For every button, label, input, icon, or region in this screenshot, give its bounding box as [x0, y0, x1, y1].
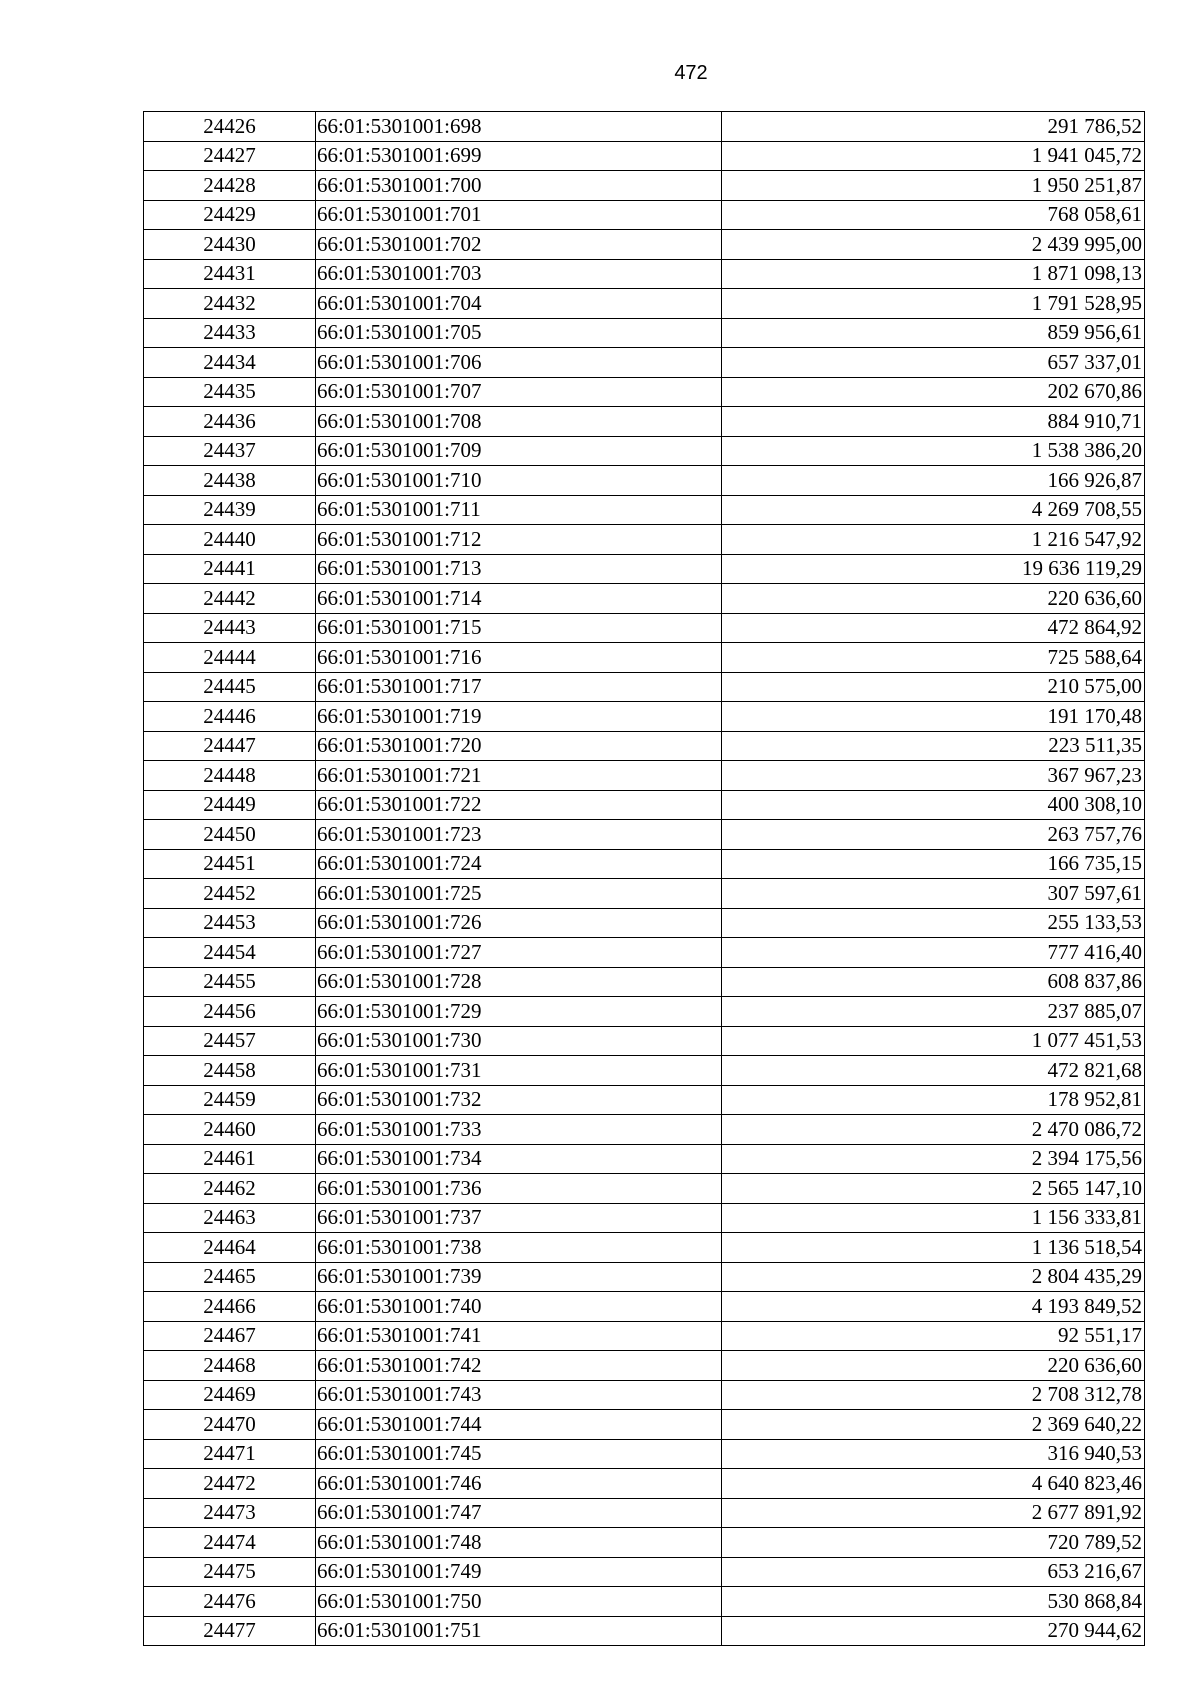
- cadastral-number-cell: 66:01:5301001:711: [316, 495, 722, 525]
- cadastral-number-cell: 66:01:5301001:726: [316, 908, 722, 938]
- table-row: [144, 643, 1145, 673]
- cadastral-value-cell: 4 193 849,52: [722, 1292, 1145, 1322]
- row-number-cell: 24475: [144, 1557, 316, 1587]
- table-row: [144, 967, 1145, 997]
- row-number-cell: 24453: [144, 908, 316, 938]
- table-row: [144, 377, 1145, 407]
- table-row: [144, 1380, 1145, 1410]
- table-row: [144, 997, 1145, 1027]
- cadastral-value-cell: 530 868,84: [722, 1587, 1145, 1617]
- cadastral-number-cell: 66:01:5301001:730: [316, 1026, 722, 1056]
- table-row: [144, 436, 1145, 466]
- table-row: [144, 259, 1145, 289]
- cadastral-value-cell: 777 416,40: [722, 938, 1145, 968]
- row-number-cell: 24446: [144, 702, 316, 732]
- table-row: [144, 1056, 1145, 1086]
- cadastral-value-cell: 1 871 098,13: [722, 259, 1145, 289]
- table-row: [144, 141, 1145, 171]
- row-number-cell: 24457: [144, 1026, 316, 1056]
- cadastral-value-cell: 19 636 119,29: [722, 554, 1145, 584]
- cadastral-number-cell: 66:01:5301001:721: [316, 761, 722, 791]
- row-number-cell: 24430: [144, 230, 316, 260]
- cadastral-number-cell: 66:01:5301001:704: [316, 289, 722, 319]
- cadastral-value-cell: 720 789,52: [722, 1528, 1145, 1558]
- cadastral-value-cell: 255 133,53: [722, 908, 1145, 938]
- table-row: [144, 731, 1145, 761]
- cadastral-number-cell: 66:01:5301001:701: [316, 200, 722, 230]
- cadastral-number-cell: 66:01:5301001:751: [316, 1616, 722, 1646]
- cadastral-value-cell: 237 885,07: [722, 997, 1145, 1027]
- row-number-cell: 24437: [144, 436, 316, 466]
- table-row: [144, 584, 1145, 614]
- table-row: [144, 879, 1145, 909]
- cadastral-value-cell: 1 950 251,87: [722, 171, 1145, 201]
- row-number-cell: 24461: [144, 1144, 316, 1174]
- cadastral-value-cell: 2 804 435,29: [722, 1262, 1145, 1292]
- table-row: [144, 466, 1145, 496]
- row-number-cell: 24465: [144, 1262, 316, 1292]
- cadastral-value-cell: 472 821,68: [722, 1056, 1145, 1086]
- cadastral-value-cell: 2 565 147,10: [722, 1174, 1145, 1204]
- cadastral-number-cell: 66:01:5301001:722: [316, 790, 722, 820]
- table-row: [144, 200, 1145, 230]
- row-number-cell: 24427: [144, 141, 316, 171]
- row-number-cell: 24428: [144, 171, 316, 201]
- cadastral-number-cell: 66:01:5301001:745: [316, 1439, 722, 1469]
- cadastral-value-cell: 1 538 386,20: [722, 436, 1145, 466]
- table-row: [144, 525, 1145, 555]
- cadastral-number-cell: 66:01:5301001:706: [316, 348, 722, 378]
- row-number-cell: 24456: [144, 997, 316, 1027]
- cadastral-value-cell: 1 136 518,54: [722, 1233, 1145, 1263]
- table-row: [144, 1557, 1145, 1587]
- cadastral-number-cell: 66:01:5301001:710: [316, 466, 722, 496]
- table-row: [144, 1321, 1145, 1351]
- row-number-cell: 24433: [144, 318, 316, 348]
- cadastral-number-cell: 66:01:5301001:703: [316, 259, 722, 289]
- row-number-cell: 24447: [144, 731, 316, 761]
- table-row: [144, 908, 1145, 938]
- row-number-cell: 24469: [144, 1380, 316, 1410]
- cadastral-value-cell: 202 670,86: [722, 377, 1145, 407]
- row-number-cell: 24471: [144, 1439, 316, 1469]
- cadastral-value-cell: 657 337,01: [722, 348, 1145, 378]
- cadastral-number-cell: 66:01:5301001:747: [316, 1498, 722, 1528]
- table-row: [144, 1144, 1145, 1174]
- cadastral-number-cell: 66:01:5301001:713: [316, 554, 722, 584]
- cadastral-number-cell: 66:01:5301001:723: [316, 820, 722, 850]
- table-row: [144, 1115, 1145, 1145]
- cadastral-value-cell: 1 791 528,95: [722, 289, 1145, 319]
- cadastral-value-cell: 1 941 045,72: [722, 141, 1145, 171]
- table-body: [144, 112, 1145, 1646]
- cadastral-value-cell: 166 926,87: [722, 466, 1145, 496]
- cadastral-value-cell: 1 077 451,53: [722, 1026, 1145, 1056]
- cadastral-number-cell: 66:01:5301001:712: [316, 525, 722, 555]
- cadastral-value-cell: 4 640 823,46: [722, 1469, 1145, 1499]
- cadastral-number-cell: 66:01:5301001:707: [316, 377, 722, 407]
- table-row: [144, 318, 1145, 348]
- cadastral-value-cell: 223 511,35: [722, 731, 1145, 761]
- cadastral-value-cell: 4 269 708,55: [722, 495, 1145, 525]
- cadastral-number-cell: 66:01:5301001:702: [316, 230, 722, 260]
- table-row: [144, 1616, 1145, 1646]
- table-row: [144, 1439, 1145, 1469]
- row-number-cell: 24466: [144, 1292, 316, 1322]
- row-number-cell: 24462: [144, 1174, 316, 1204]
- cadastral-value-cell: 608 837,86: [722, 967, 1145, 997]
- row-number-cell: 24451: [144, 849, 316, 879]
- row-number-cell: 24474: [144, 1528, 316, 1558]
- cadastral-value-cell: 725 588,64: [722, 643, 1145, 673]
- row-number-cell: 24432: [144, 289, 316, 319]
- cadastral-number-cell: 66:01:5301001:728: [316, 967, 722, 997]
- cadastral-value-cell: 1 156 333,81: [722, 1203, 1145, 1233]
- cadastral-value-cell: 316 940,53: [722, 1439, 1145, 1469]
- row-number-cell: 24435: [144, 377, 316, 407]
- table-row: [144, 1351, 1145, 1381]
- row-number-cell: 24429: [144, 200, 316, 230]
- table-row: [144, 1174, 1145, 1204]
- cadastral-number-cell: 66:01:5301001:741: [316, 1321, 722, 1351]
- table-row: [144, 554, 1145, 584]
- row-number-cell: 24431: [144, 259, 316, 289]
- cadastral-number-cell: 66:01:5301001:714: [316, 584, 722, 614]
- cadastral-value-cell: 92 551,17: [722, 1321, 1145, 1351]
- cadastral-value-cell: 178 952,81: [722, 1085, 1145, 1115]
- cadastral-value-cell: 210 575,00: [722, 672, 1145, 702]
- cadastral-number-cell: 66:01:5301001:733: [316, 1115, 722, 1145]
- cadastral-number-cell: 66:01:5301001:708: [316, 407, 722, 437]
- table-row: [144, 112, 1145, 142]
- table-row: [144, 495, 1145, 525]
- cadastral-number-cell: 66:01:5301001:705: [316, 318, 722, 348]
- cadastral-number-cell: 66:01:5301001:725: [316, 879, 722, 909]
- cadastral-value-cell: 653 216,67: [722, 1557, 1145, 1587]
- table-row: [144, 1203, 1145, 1233]
- cadastral-number-cell: 66:01:5301001:750: [316, 1587, 722, 1617]
- cadastral-number-cell: 66:01:5301001:738: [316, 1233, 722, 1263]
- cadastral-value-cell: 884 910,71: [722, 407, 1145, 437]
- cadastral-value-cell: 1 216 547,92: [722, 525, 1145, 555]
- table-row: [144, 1469, 1145, 1499]
- row-number-cell: 24448: [144, 761, 316, 791]
- cadastral-number-cell: 66:01:5301001:729: [316, 997, 722, 1027]
- table-row: [144, 348, 1145, 378]
- table-row: [144, 230, 1145, 260]
- cadastral-value-cell: 768 058,61: [722, 200, 1145, 230]
- table-row: [144, 1026, 1145, 1056]
- cadastral-value-cell: 220 636,60: [722, 584, 1145, 614]
- table-row: [144, 1498, 1145, 1528]
- table-row: [144, 790, 1145, 820]
- cadastral-number-cell: 66:01:5301001:746: [316, 1469, 722, 1499]
- cadastral-number-cell: 66:01:5301001:739: [316, 1262, 722, 1292]
- row-number-cell: 24454: [144, 938, 316, 968]
- row-number-cell: 24449: [144, 790, 316, 820]
- cadastral-value-cell: 2 394 175,56: [722, 1144, 1145, 1174]
- cadastral-value-cell: 307 597,61: [722, 879, 1145, 909]
- row-number-cell: 24458: [144, 1056, 316, 1086]
- row-number-cell: 24442: [144, 584, 316, 614]
- row-number-cell: 24438: [144, 466, 316, 496]
- cadastral-value-cell: 191 170,48: [722, 702, 1145, 732]
- row-number-cell: 24473: [144, 1498, 316, 1528]
- table-row: [144, 672, 1145, 702]
- cadastral-value-cell: 2 369 640,22: [722, 1410, 1145, 1440]
- table-row: [144, 1410, 1145, 1440]
- page-number: 472: [674, 62, 708, 84]
- row-number-cell: 24472: [144, 1469, 316, 1499]
- cadastral-number-cell: 66:01:5301001:715: [316, 613, 722, 643]
- row-number-cell: 24468: [144, 1351, 316, 1381]
- cadastral-number-cell: 66:01:5301001:700: [316, 171, 722, 201]
- row-number-cell: 24434: [144, 348, 316, 378]
- cadastral-value-cell: 2 439 995,00: [722, 230, 1145, 260]
- cadastral-number-cell: 66:01:5301001:736: [316, 1174, 722, 1204]
- cadastral-value-cell: 166 735,15: [722, 849, 1145, 879]
- table-row: [144, 407, 1145, 437]
- row-number-cell: 24444: [144, 643, 316, 673]
- cadastral-number-cell: 66:01:5301001:719: [316, 702, 722, 732]
- row-number-cell: 24436: [144, 407, 316, 437]
- row-number-cell: 24464: [144, 1233, 316, 1263]
- cadastral-number-cell: 66:01:5301001:720: [316, 731, 722, 761]
- row-number-cell: 24459: [144, 1085, 316, 1115]
- table-row: [144, 613, 1145, 643]
- row-number-cell: 24441: [144, 554, 316, 584]
- table-row: [144, 849, 1145, 879]
- row-number-cell: 24445: [144, 672, 316, 702]
- row-number-cell: 24467: [144, 1321, 316, 1351]
- cadastral-number-cell: 66:01:5301001:727: [316, 938, 722, 968]
- cadastral-number-cell: 66:01:5301001:699: [316, 141, 722, 171]
- cadastral-number-cell: 66:01:5301001:740: [316, 1292, 722, 1322]
- row-number-cell: 24450: [144, 820, 316, 850]
- cadastral-value-cell: 367 967,23: [722, 761, 1145, 791]
- cadastral-number-cell: 66:01:5301001:737: [316, 1203, 722, 1233]
- cadastral-value-cell: 263 757,76: [722, 820, 1145, 850]
- row-number-cell: 24477: [144, 1616, 316, 1646]
- cadastral-value-cell: 859 956,61: [722, 318, 1145, 348]
- cadastral-value-cell: 2 470 086,72: [722, 1115, 1145, 1145]
- table-row: [144, 761, 1145, 791]
- row-number-cell: 24439: [144, 495, 316, 525]
- table-row: [144, 938, 1145, 968]
- cadastral-value-cell: 472 864,92: [722, 613, 1145, 643]
- cadastral-value-cell: 270 944,62: [722, 1616, 1145, 1646]
- table-row: [144, 1292, 1145, 1322]
- row-number-cell: 24455: [144, 967, 316, 997]
- table-row: [144, 1587, 1145, 1617]
- cadastral-number-cell: 66:01:5301001:742: [316, 1351, 722, 1381]
- table-row: [144, 1233, 1145, 1263]
- cadastral-number-cell: 66:01:5301001:698: [316, 112, 722, 142]
- row-number-cell: 24463: [144, 1203, 316, 1233]
- cadastral-number-cell: 66:01:5301001:744: [316, 1410, 722, 1440]
- cadastral-number-cell: 66:01:5301001:748: [316, 1528, 722, 1558]
- cadastral-number-cell: 66:01:5301001:731: [316, 1056, 722, 1086]
- table-row: [144, 820, 1145, 850]
- cadastral-value-cell: 291 786,52: [722, 112, 1145, 142]
- table-row: [144, 702, 1145, 732]
- cadastral-value-table: [143, 111, 1145, 1646]
- table-row: [144, 1085, 1145, 1115]
- row-number-cell: 24476: [144, 1587, 316, 1617]
- cadastral-number-cell: 66:01:5301001:717: [316, 672, 722, 702]
- table-row: [144, 1262, 1145, 1292]
- cadastral-value-cell: 2 677 891,92: [722, 1498, 1145, 1528]
- table-row: [144, 1528, 1145, 1558]
- cadastral-value-cell: 2 708 312,78: [722, 1380, 1145, 1410]
- row-number-cell: 24452: [144, 879, 316, 909]
- cadastral-number-cell: 66:01:5301001:734: [316, 1144, 722, 1174]
- cadastral-number-cell: 66:01:5301001:709: [316, 436, 722, 466]
- cadastral-number-cell: 66:01:5301001:732: [316, 1085, 722, 1115]
- cadastral-number-cell: 66:01:5301001:749: [316, 1557, 722, 1587]
- cadastral-value-cell: 220 636,60: [722, 1351, 1145, 1381]
- table-row: [144, 289, 1145, 319]
- row-number-cell: 24470: [144, 1410, 316, 1440]
- cadastral-number-cell: 66:01:5301001:724: [316, 849, 722, 879]
- row-number-cell: 24426: [144, 112, 316, 142]
- cadastral-number-cell: 66:01:5301001:743: [316, 1380, 722, 1410]
- row-number-cell: 24460: [144, 1115, 316, 1145]
- row-number-cell: 24440: [144, 525, 316, 555]
- cadastral-value-cell: 400 308,10: [722, 790, 1145, 820]
- table-row: [144, 171, 1145, 201]
- row-number-cell: 24443: [144, 613, 316, 643]
- cadastral-number-cell: 66:01:5301001:716: [316, 643, 722, 673]
